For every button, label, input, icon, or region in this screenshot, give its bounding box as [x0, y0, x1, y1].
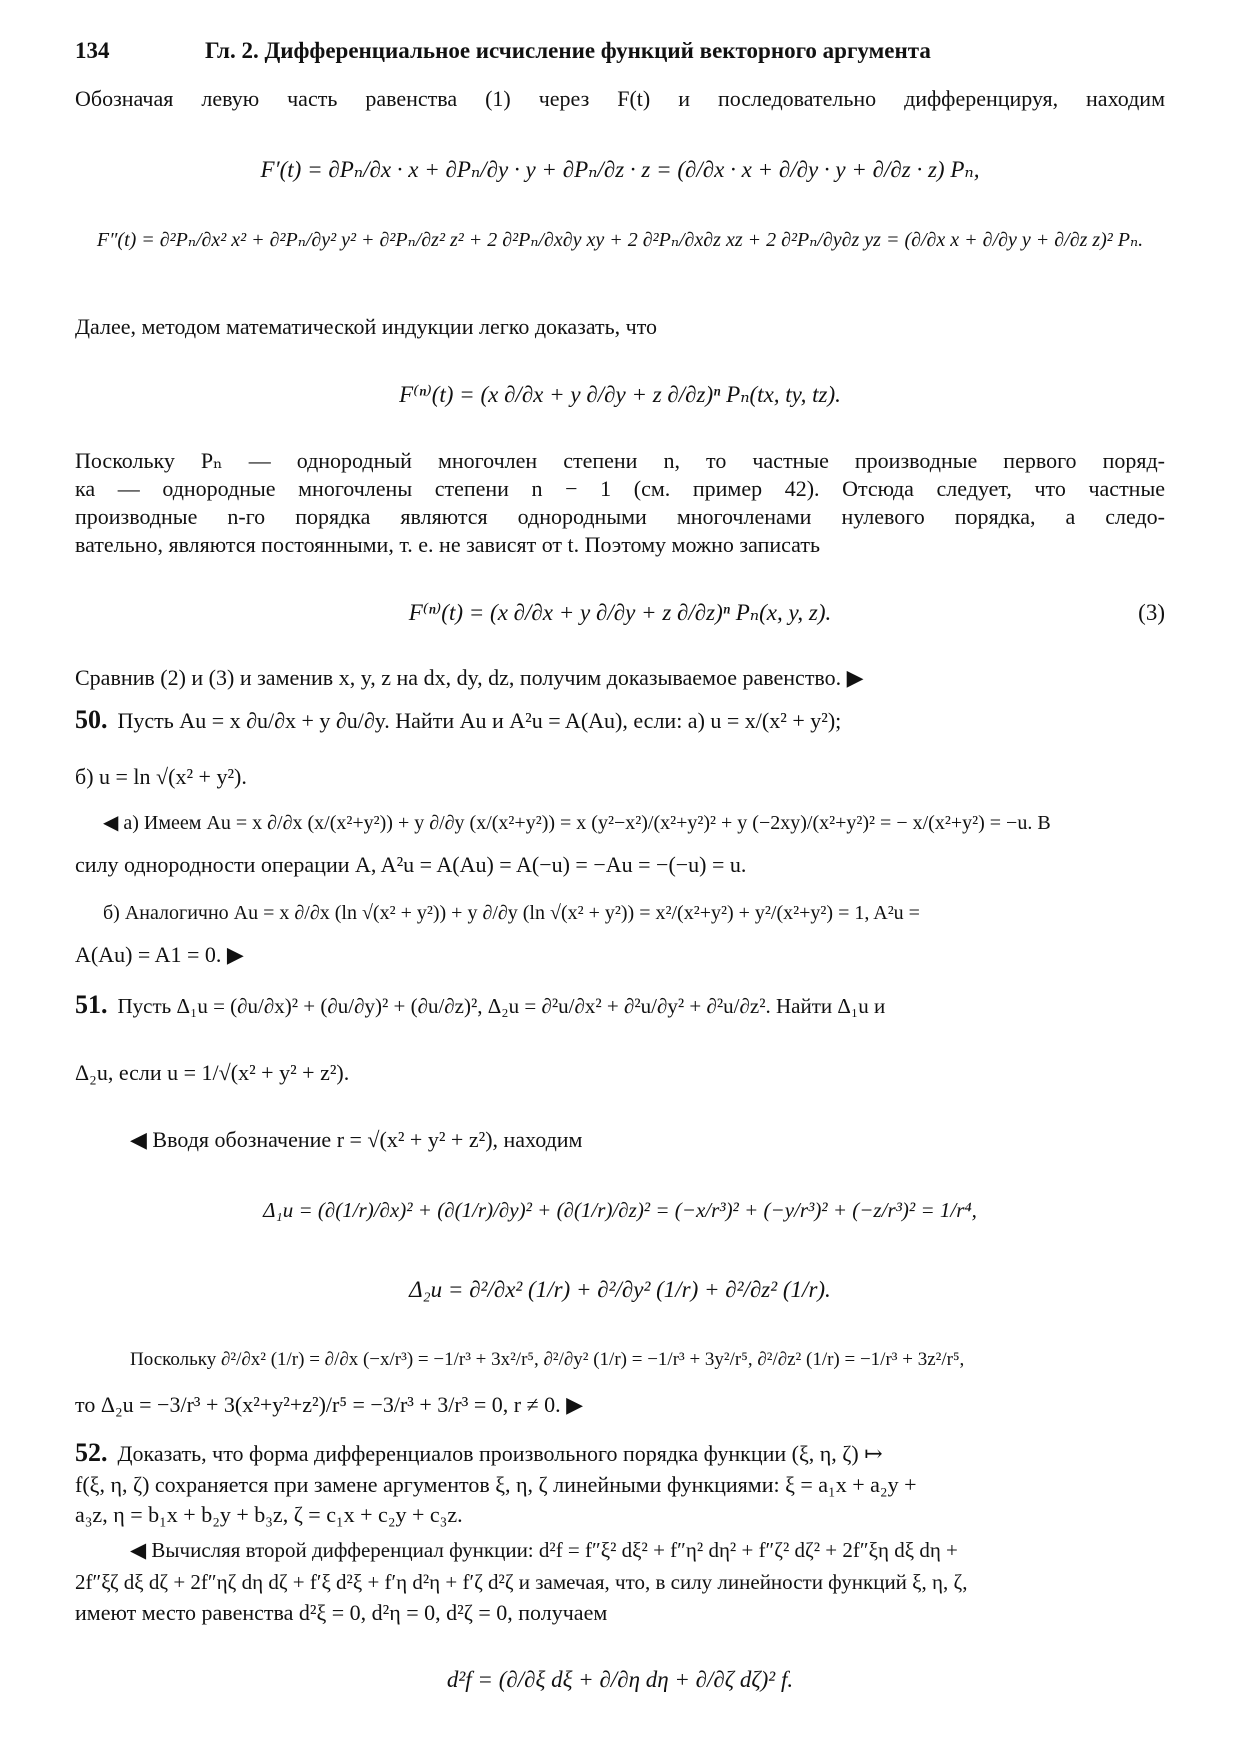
- problem-text: б) u = ln √(x² + y²).: [75, 764, 247, 789]
- equation-second-differential: d²f = (∂/∂ξ dξ + ∂/∂η dη + ∂/∂ζ dζ)² f.: [446, 1667, 794, 1692]
- paragraph-line: ка — однородные многочлены степени n − 1 (см. пример 42). Отсюда следует, что частные: [75, 476, 1165, 501]
- equation-3-body: F⁽ⁿ⁾(t) = (x ∂/∂x + y ∂/∂y + z ∂/∂z)ⁿ Pₙ(x, y, z).: [408, 600, 832, 625]
- solution-line: ◀ а) Имеем Au = x ∂/∂x (x/(x²+y²)) + y ∂/∂y (x/(x²+y²)) = x (y²−x²)/(x²+y²)² + y (−2xy)/(x²+y²)² = − x/(x²+y²) = −u. В: [103, 812, 1051, 834]
- text-line: Обозначая левую часть равенства (1) через F(t) и последовательно дифференцируя, находим: [75, 86, 1165, 111]
- equation-3: [75, 598, 1165, 628]
- solution-line: силу однородности операции A, A²u = A(Au) = A(−u) = −Au = −(−u) = u.: [75, 852, 747, 877]
- paragraph-line: производные n-го порядка являются однородными многочленами нулевого порядка, а следо-: [75, 504, 1165, 529]
- equation-first-derivative: F′(t) = ∂Pₙ/∂x · x + ∂Pₙ/∂y · y + ∂Pₙ/∂z · z = (∂/∂x · x + ∂/∂y · y + ∂/∂z · z) Pₙ,: [260, 157, 980, 182]
- problem-text: Δ₂u, если u = 1/√(x² + y² + z²).: [75, 1060, 350, 1085]
- problem-text: f(ξ, η, ζ) сохраняется при замене аргументов ξ, η, ζ линейными функциями: ξ = a₁x + a₂y +: [75, 1472, 917, 1497]
- problem-text: Пусть Δ₁u = (∂u/∂x)² + (∂u/∂y)² + (∂u/∂z)², Δ₂u = ∂²u/∂x² + ∂²u/∂y² + ∂²u/∂z². Найти Δ₁u и: [117, 994, 886, 1018]
- text-line: Далее, методом математической индукции легко доказать, что: [75, 314, 658, 339]
- solution-line: б) Аналогично Au = x ∂/∂x (ln √(x² + y²)) + y ∂/∂y (ln √(x² + y²)) = x²/(x²+y²) + y²/(x²+y²) = 1, A²u =: [103, 902, 920, 924]
- problem-51-statement: [75, 990, 1165, 1021]
- page-number: 134: [75, 38, 110, 63]
- solution-line: A(Au) = A1 = 0. ▶: [75, 942, 244, 967]
- equation-second-derivative: F″(t) = ∂²Pₙ/∂x² x² + ∂²Pₙ/∂y² y² + ∂²Pₙ/∂z² z² + 2 ∂²Pₙ/∂x∂y xy + 2 ∂²Pₙ/∂x∂z xz + 2 ∂²Pₙ/∂y∂z yz = (∂/∂x x + ∂/∂y y + ∂/∂z z)² Pₙ.: [96, 229, 1144, 251]
- chapter-title: Гл. 2. Дифференциальное исчисление функций векторного аргумента: [205, 38, 931, 63]
- equation-nth-derivative: F⁽ⁿ⁾(t) = (x ∂/∂x + y ∂/∂y + z ∂/∂z)ⁿ Pₙ(tx, ty, tz).: [399, 382, 841, 407]
- solution-line: имеют место равенства d²ξ = 0, d²η = 0, d²ζ = 0, получаем: [75, 1600, 608, 1625]
- text-line: Сравнив (2) и (3) и заменив x, y, z на dx, dy, dz, получим доказываемое равенство. ▶: [75, 665, 864, 690]
- problem-52-statement: [75, 1438, 1165, 1469]
- solution-line: ◀ Вводя обозначение r = √(x² + y² + z²), находим: [130, 1127, 583, 1152]
- problem-number: 52.: [75, 1438, 108, 1467]
- problem-number: 51.: [75, 990, 108, 1019]
- solution-line: ◀ Вычисляя второй дифференциал функции: d²f = f″ξ² dξ² + f″η² dη² + f″ζ² dζ² + 2f″ξη dξ dη +: [130, 1538, 958, 1562]
- equation-delta2: Δ₂u = ∂²/∂x² (1/r) + ∂²/∂y² (1/r) + ∂²/∂z² (1/r).: [409, 1277, 831, 1302]
- problem-text: Пусть Au = x ∂u/∂x + y ∂u/∂y. Найти Au и A²u = A(Au), если: а) u = x/(x² + y²);: [117, 708, 842, 733]
- paragraph-line: вательно, являются постоянными, т. е. не зависят от t. Поэтому можно записать: [75, 532, 820, 557]
- solution-line: то Δ₂u = −3/r³ + 3(x²+y²+z²)/r⁵ = −3/r³ + 3/r³ = 0, r ≠ 0. ▶: [75, 1392, 584, 1417]
- equation-delta1: Δ₁u = (∂(1/r)/∂x)² + (∂(1/r)/∂y)² + (∂(1/r)/∂z)² = (−x/r³)² + (−y/r³)² + (−z/r³)² = 1/r⁴,: [263, 1198, 977, 1222]
- problem-text: a₃z, η = b₁x + b₂y + b₃z, ζ = c₁x + c₂y + c₃z.: [75, 1502, 463, 1527]
- solution-line: 2f″ξζ dξ dζ + 2f″ηζ dη dζ + f′ξ d²ξ + f′η d²η + f′ζ d²ζ и замечая, что, в силу линейности функций ξ, η, ζ,: [75, 1570, 968, 1594]
- paragraph-line: Поскольку Pₙ — однородный многочлен степени n, то частные производные первого поряд-: [75, 448, 1165, 473]
- problem-50-statement: [75, 705, 1165, 736]
- equation-number: (3): [1138, 600, 1165, 625]
- problem-text: Доказать, что форма дифференциалов произвольного порядка функции (ξ, η, ζ) ↦: [117, 1441, 883, 1466]
- solution-line: Поскольку ∂²/∂x² (1/r) = ∂/∂x (−x/r³) = −1/r³ + 3x²/r⁵, ∂²/∂y² (1/r) = −1/r³ + 3y²/r⁵, ∂²/∂z² (1/r) = −1/r³ + 3z²/r⁵,: [130, 1349, 965, 1370]
- problem-number: 50.: [75, 705, 108, 734]
